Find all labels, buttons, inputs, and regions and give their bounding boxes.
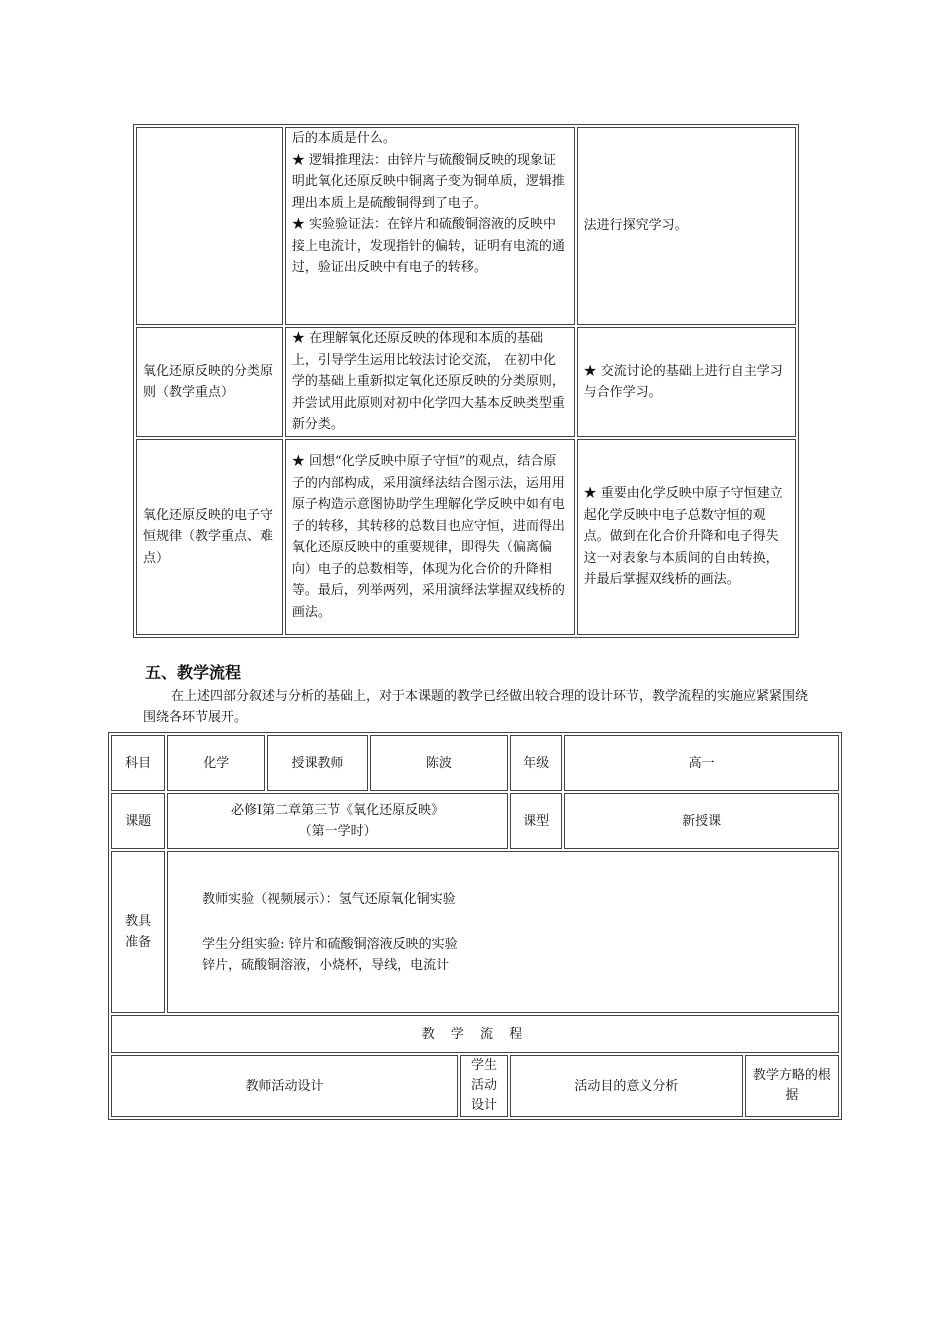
grade-value: 高一	[564, 735, 839, 791]
teacher-value: 陈波	[370, 735, 508, 791]
method-cell: 后的本质是什么。 ★ 逻辑推理法：由锌片与硫酸铜反映的现象证明此氧化还原反映中铜离子变为铜单质，逻辑推理出本质上是硫酸铜得到了电子。 ★ 实验验证法：在锌片和硫酸铜溶液的反映中接上电流计，发现指针的偏转，证明有电流的通过，验证出反映中有电子的转移。	[285, 127, 575, 325]
type-value: 新授课	[564, 793, 839, 849]
table-row	[111, 793, 839, 849]
table-row	[111, 851, 839, 1013]
table-row	[136, 327, 796, 437]
topic-cell: 氧化还原反映的电子守恒规律（教学重点、难点）	[136, 439, 283, 635]
tools-list: 教师实验（视频展示）：氢气还原氧化铜实验 学生分组实验: 锌片和硫酸铜溶液反映的实验 锌片，硫酸铜溶液，小烧杯，导线，电流计	[167, 851, 839, 1013]
subject-value: 化学	[167, 735, 265, 791]
tools-label: 教具准备	[111, 851, 165, 1013]
topic-label: 课题	[111, 793, 165, 849]
teacher-label: 授课教师	[267, 735, 367, 791]
topic-cell: 氧化还原反映的分类原则（教学重点）	[136, 327, 283, 437]
topic-cell	[136, 127, 283, 325]
subject-label: 科目	[111, 735, 165, 791]
student-cell: ★ 重要由化学反映中原子守恒建立起化学反映中电子总数守恒的观点。做到在化合价升降和电子得失这一对表象与本质间的自由转换，并最后掌握双线桥的画法。	[577, 439, 796, 635]
table-row	[111, 1015, 839, 1053]
section-intro: 在上述四部分叙述与分析的基础上，对于本课题的教学已经做出较合理的设计环节，教学流程的实施应紧紧围绕围绕各环节展开。	[143, 689, 809, 725]
student-cell: 法进行探究学习。	[577, 127, 796, 325]
method-cell: ★ 回想“化学反映中原子守恒”的观点，结合原子的内部构成，采用演绎法结合图示法，运用用原子构造示意图协助学生理解化学反映中如有电子的转移，其转移的总数目也应守恒，进而得出氧化还原反映中的重要规律，即得失（偏离偏向）电子的总数相等，体现为化合价的升降相等。最后，列举两列，采用演绎法掌握双线桥的画法。	[285, 439, 575, 635]
col-basis: 教学方略的根据	[745, 1055, 839, 1117]
lesson-table	[108, 732, 842, 1120]
flow-title: 教 学 流 程	[111, 1015, 839, 1053]
topic-value: 必修Ⅰ第二章第三节《氧化还原反映》 （第一学时）	[167, 793, 508, 849]
table-row	[136, 127, 796, 325]
grade-label: 年级	[510, 735, 562, 791]
col-purpose: 活动目的意义分析	[510, 1055, 743, 1117]
table-row	[136, 439, 796, 635]
method-cell: ★ 在理解氧化还原反映的体现和本质的基础上，引导学生运用比较法讨论交流， 在初中化学的基础上重新拟定氧化还原反映的分类原则，并尝试用此原则对初中化学四大基本反映类型重新分类。	[285, 327, 575, 437]
student-cell: ★ 交流讨论的基础上进行自主学习与合作学习。	[577, 327, 796, 437]
col-teacher: 教师活动设计	[111, 1055, 458, 1117]
method-table	[133, 124, 799, 638]
table-row	[111, 735, 839, 791]
table-row	[111, 1055, 839, 1117]
section-heading: 五、教学流程	[145, 663, 242, 682]
type-label: 课型	[510, 793, 562, 849]
col-student: 学生活动设计	[460, 1055, 508, 1117]
